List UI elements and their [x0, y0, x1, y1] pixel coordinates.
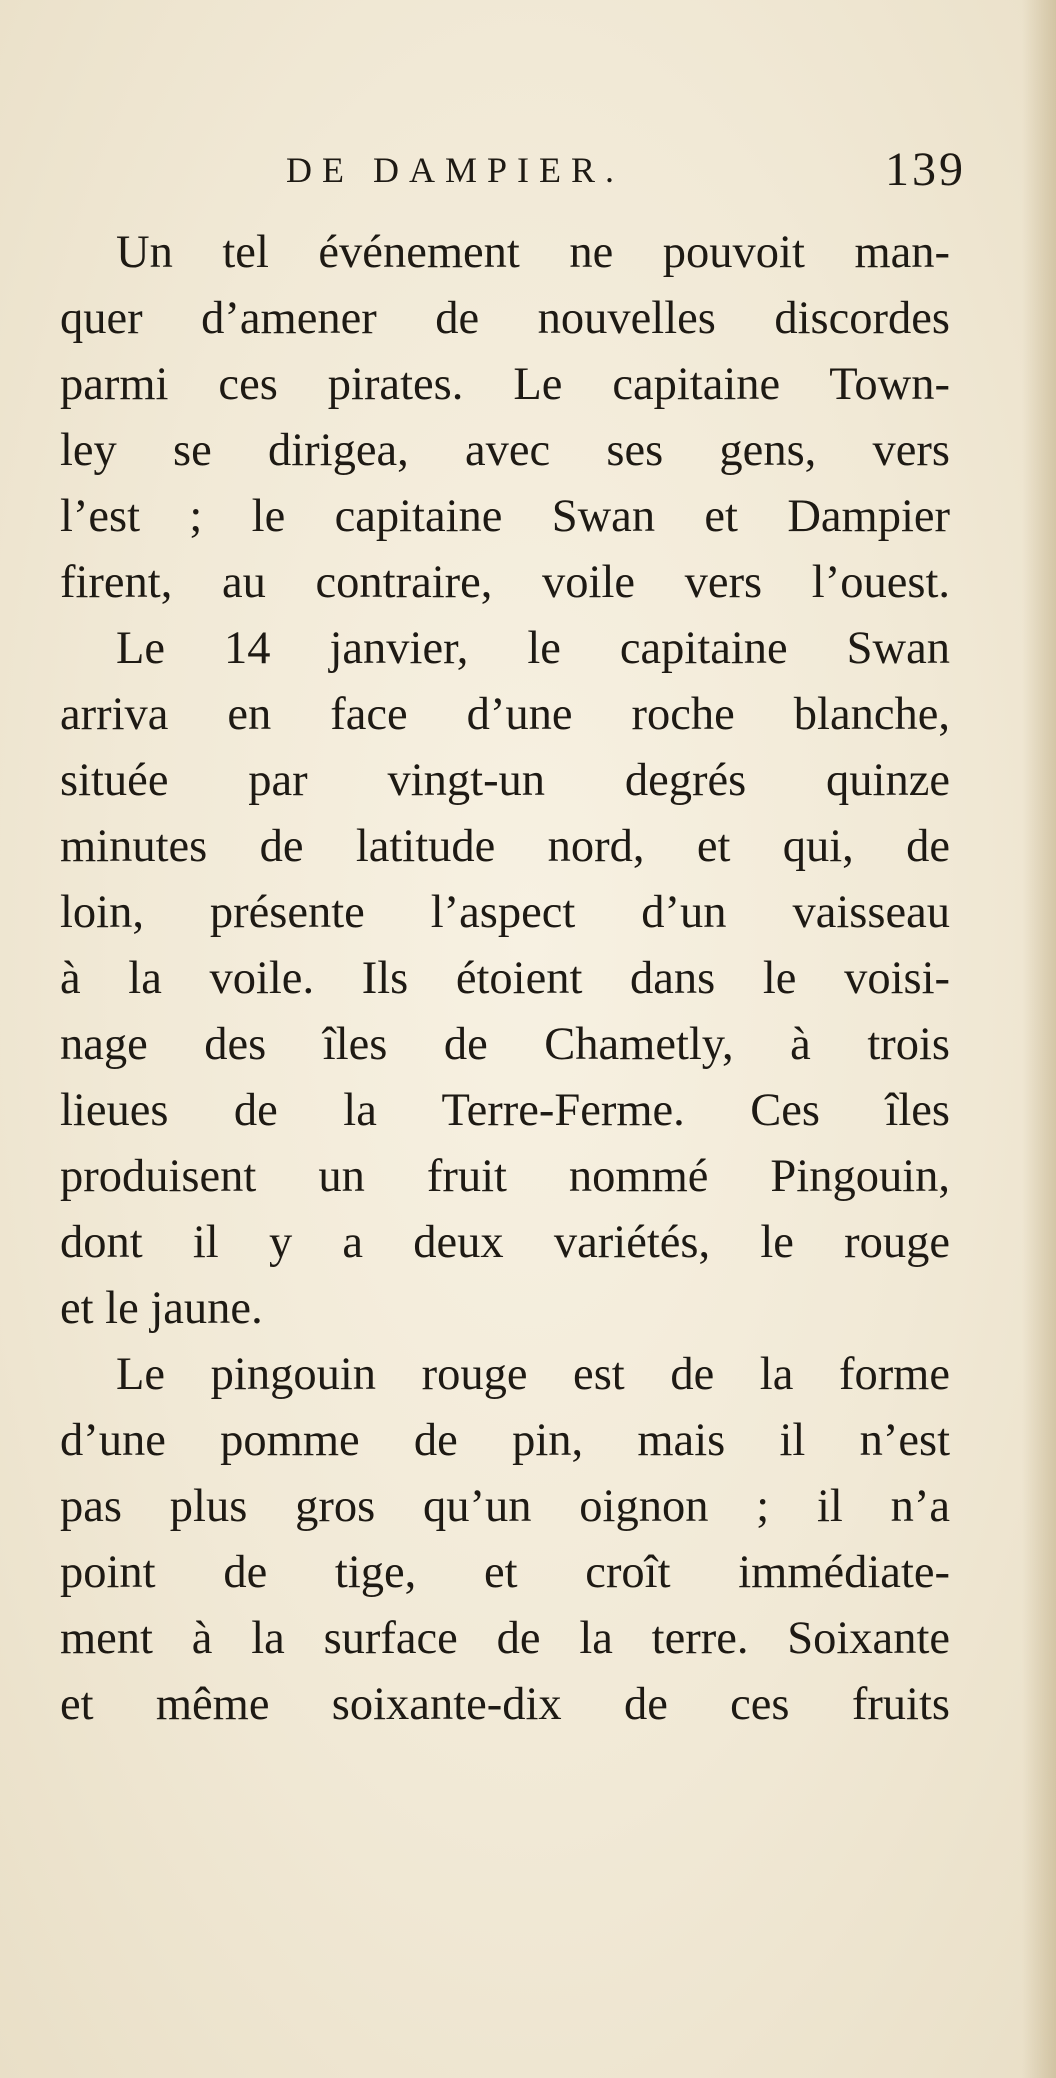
text-line: Le pingouin rouge est de la forme: [116, 1349, 950, 1400]
text-line: pas plus gros qu’un oignon ; il n’a: [60, 1481, 950, 1532]
text-line: arriva en face d’une roche blanche,: [60, 689, 950, 740]
text-line: et même soixante-dix de ces fruits: [60, 1679, 950, 1730]
text-line: loin, présente l’aspect d’un vaisseau: [60, 887, 950, 938]
text-line: firent, au contraire, voile vers l’ouest.: [60, 557, 950, 608]
text-line: et le jaune.: [60, 1283, 263, 1334]
text-line: minutes de latitude nord, et qui, de: [60, 821, 950, 872]
text-line: dont il y a deux variétés, le rouge: [60, 1217, 950, 1268]
text-line: lieues de la Terre-Ferme. Ces îles: [60, 1085, 950, 1136]
text-line: située par vingt-un degrés quinze: [60, 755, 950, 806]
text-line: parmi ces pirates. Le capitaine Town-: [60, 359, 950, 410]
running-head: DE DAMPIER.: [286, 150, 625, 190]
text-line: l’est ; le capitaine Swan et Dampier: [60, 491, 950, 542]
text-line: quer d’amener de nouvelles discordes: [60, 293, 950, 344]
text-line: produisent un fruit nommé Pingouin,: [60, 1151, 950, 1202]
text-line: Le 14 janvier, le capitaine Swan: [116, 623, 950, 674]
text-line: à la voile. Ils étoient dans le voisi-: [60, 953, 950, 1004]
text-line: d’une pomme de pin, mais il n’est: [60, 1415, 950, 1466]
text-line: Un tel événement ne pouvoit man-: [116, 227, 950, 278]
text-line: ley se dirigea, avec ses gens, vers: [60, 425, 950, 476]
text-line: ment à la surface de la terre. Soixante: [60, 1613, 950, 1664]
page-number: 139: [885, 143, 966, 196]
text-line: nage des îles de Chametly, à trois: [60, 1019, 950, 1070]
body-text: [60, 220, 950, 1738]
text-line: point de tige, et croît immédiate-: [60, 1547, 950, 1598]
page-header: [60, 140, 966, 200]
